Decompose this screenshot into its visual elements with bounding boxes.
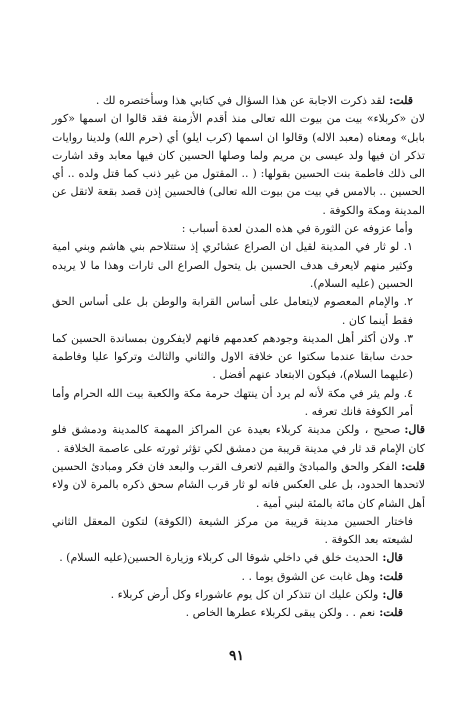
paragraph-text: فاختار الحسين مدينة قريبة من مركز الشيعة (الكوفة) لتكون المعقل الثاني لشيعته بعد الكوفة .: [52, 514, 413, 547]
paragraph-text: الحديث خلق في داخلي شوقا الى كربلاء وزيارة الحسين(عليه السلام) .: [59, 551, 379, 565]
speaker-label: قال:: [382, 588, 403, 602]
paragraph: [52, 421, 425, 458]
paragraph: [52, 385, 425, 422]
paragraph-text: ٣. ولان أكثر أهل المدينة وجودهم كعدمهم فانهم لايفكرون بمساندة الحسين كما حدث سابقا عندما سكتوا عن خلافة الاول والثاني والثالث وتركوا عليا وفاطمة (عليهما السلام)، فيكون الابتعاد عنهم أفضل .: [52, 331, 413, 382]
paragraph-text: صحيح ، ولكن مدينة كربلاء بعيدة عن المراكز المهمة كالمدينة ودمشق فلو كان الإمام قد ثار في مدينة قريبة من دمشق لكي تؤثر ثورته على عاصمة الخلافة .: [52, 423, 425, 455]
paragraph-text: ٢. والإمام المعصوم لايتعامل على أساس القرابة والوطن بل على أساس الحق فقط أينما كان .: [52, 295, 413, 327]
paragraph: [52, 110, 425, 220]
paragraph-text: لقد ذكرت الاجابة عن هذا السؤال في كتابي هذا وسأختصره لك .: [95, 94, 386, 107]
paragraph: [52, 238, 425, 293]
paragraph-text: وأما عزوفه عن الثورة في هذه المدن لعدة أسباب :: [181, 222, 413, 236]
paragraph-text: نعم . . ولكن يبقى لكربلاء عطرها الخاص .: [185, 606, 376, 620]
speaker-label: قلت:: [379, 606, 403, 620]
paragraph-text: ٤. ولم يثر في مكة لأنه لم يرد أن ينتهك حرمة مكة والكعبة بيت الله الحرام وأما أمر الكوفة فانك تعرفه .: [52, 386, 413, 419]
page-body: [52, 92, 425, 623]
paragraph: [52, 568, 425, 586]
paragraph: [52, 293, 425, 330]
paragraph: [52, 458, 425, 513]
speaker-label: قلت:: [401, 459, 425, 473]
speaker-label: قلت:: [389, 94, 413, 107]
paragraph-text: ولكن عليك ان تتذكر ان كل يوم عاشوراء وكل أرض كربلاء .: [110, 588, 379, 602]
paragraph-text: لان «كربلاء» بيت من بيوت الله تعالى منذ أقدم الأزمنة فقد قالوا ان اسمها «كور بابل» ومعناه (معبد الاله) وقالوا ان اسمها (كرب ايلو) أي (حرم الله) ولدينا روايات تذكر ان فيها ولد عيسى بن مريم ولما وصلها الحسين كان فيها معابد وقد اشارت الى ذلك فاطمة بنت الحسين بقولها: ( .. المقتول من غير ذنب كما قتل ولده .. أي الحسين .. بالامس في بيت من بيوت الله تعالى) فالحسين إذن قصد بقعة لاتقل عن المدينة ومكة والكوفة .: [52, 112, 425, 217]
page-number: ٩١: [228, 648, 245, 664]
speaker-label: قلت:: [379, 569, 403, 583]
paragraph: [52, 92, 425, 110]
paragraph: [52, 549, 425, 567]
speaker-label: قال:: [382, 551, 403, 565]
paragraph: [52, 513, 425, 550]
paragraph-text: الفكر والحق والمبادئ والقيم لاتعرف القرب والبعد فان فكر ومبادئ الحسين لاتحدها الحدود، بل على العكس فانه لو ثار قرب الشام سحق ذكره بالمرة لان ولاء أهل الشام كان مائة بالمئة لبني أمية .: [52, 459, 425, 510]
paragraph-text: وهل غابت عن الشوق يوما . .: [241, 569, 376, 583]
paragraph-text: ١. لو ثار في المدينة لقيل ان الصراع عشائري إذ ستتلاحم بني هاشم وبني امية وكثير منهم لايعرف هدف الحسين بل يتحول الصراع الى ثارات وهذا ما لا يريده الحسين (عليه السلام).: [52, 240, 413, 290]
paragraph: [52, 220, 425, 238]
paragraph: [52, 604, 425, 622]
paragraph: [52, 586, 425, 604]
speaker-label: قال:: [404, 423, 425, 437]
paragraph: [52, 330, 425, 385]
